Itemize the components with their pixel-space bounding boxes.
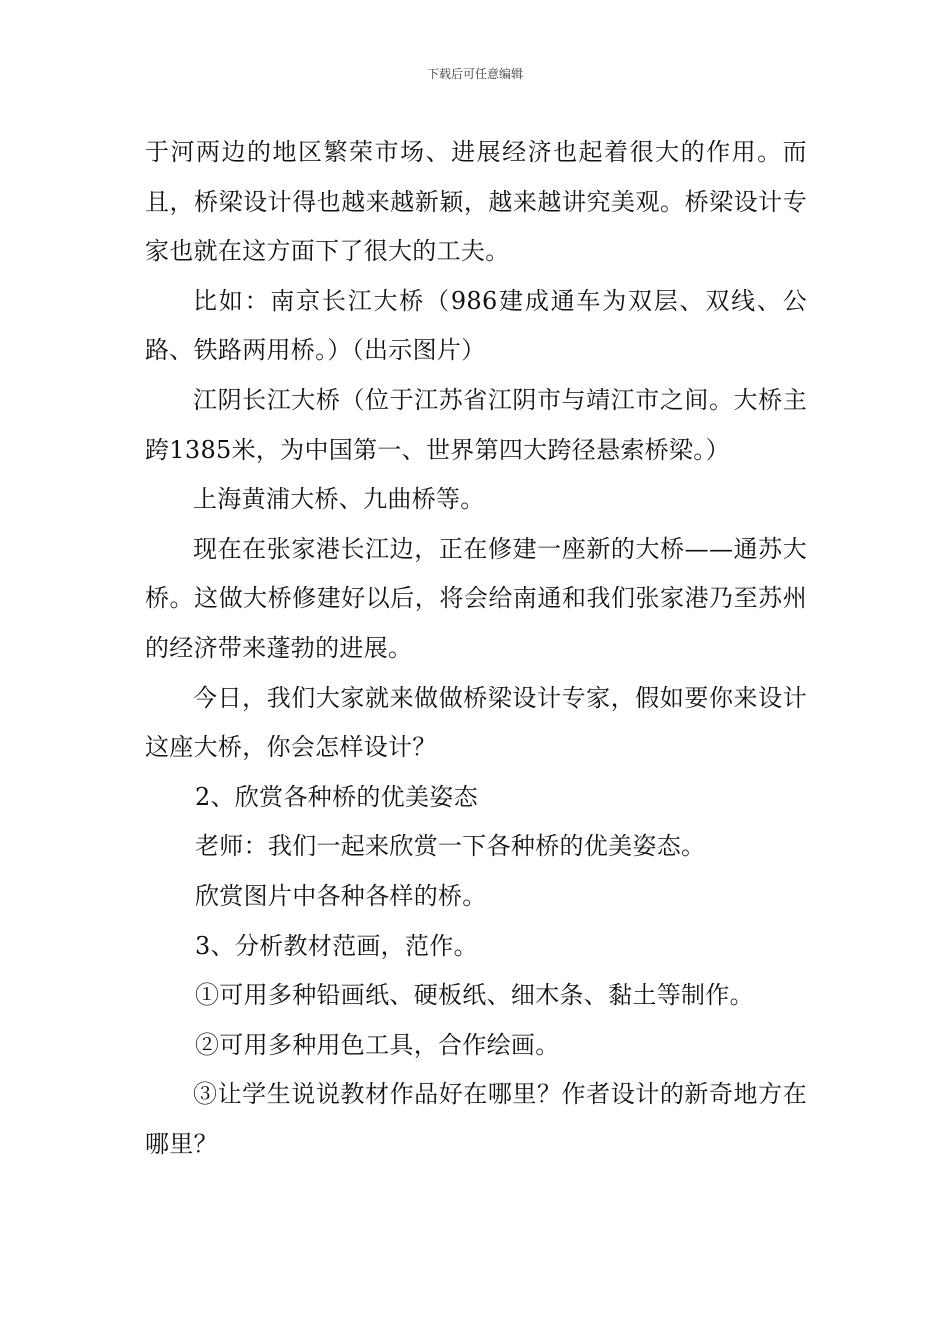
paragraph-5: 现在在张家港长江边，正在修建一座新的大桥——通苏大桥。这做大桥修建好以后，将会给南通和我们张家港乃至苏州的经济带来蓬勃的进展。	[145, 534, 807, 662]
page-header: 下载后可任意编辑	[426, 67, 523, 81]
paragraph-3: 江阴长江大桥（位于江苏省江阴市与靖江市之间。大桥主跨1385米，为中国第一、世界第四大跨径悬索桥梁。）	[145, 385, 807, 464]
paragraph-6: 今日，我们大家就来做做桥梁设计专家，假如要你来设计这座大桥，你会怎样设计？	[145, 683, 807, 762]
section-heading-3: 3、分析教材范画，范作。	[195, 931, 478, 960]
document-body	[145, 128, 807, 1169]
paragraph-appreciate: 欣赏图片中各种各样的桥。	[195, 881, 487, 910]
section-heading-2: 2、欣赏各种桥的优美姿态	[195, 782, 478, 811]
list-item-3: ③让学生说说教材作品好在哪里？作者设计的新奇地方在哪里？	[145, 1080, 807, 1158]
paragraph-1: 于河两边的地区繁荣市场、进展经济也起着很大的作用。而且，桥梁设计得也越来越新颖，越来越讲究美观。桥梁设计专家也就在这方面下了很大的工夫。	[145, 138, 807, 266]
list-item-1: ①可用多种铅画纸、硬板纸、细木条、黏土等制作。	[195, 981, 754, 1010]
paragraph-4: 上海黄浦大桥、九曲桥等。	[193, 485, 485, 514]
paragraph-teacher: 老师：我们一起来欣赏一下各种桥的优美姿态。	[195, 832, 706, 861]
paragraph-2: 比如：南京长江大桥（986建成通车为双层、双线、公路、铁路两用桥。）（出示图片）	[145, 286, 807, 365]
list-item-2: ②可用多种用色工具，合作绘画。	[195, 1030, 560, 1059]
